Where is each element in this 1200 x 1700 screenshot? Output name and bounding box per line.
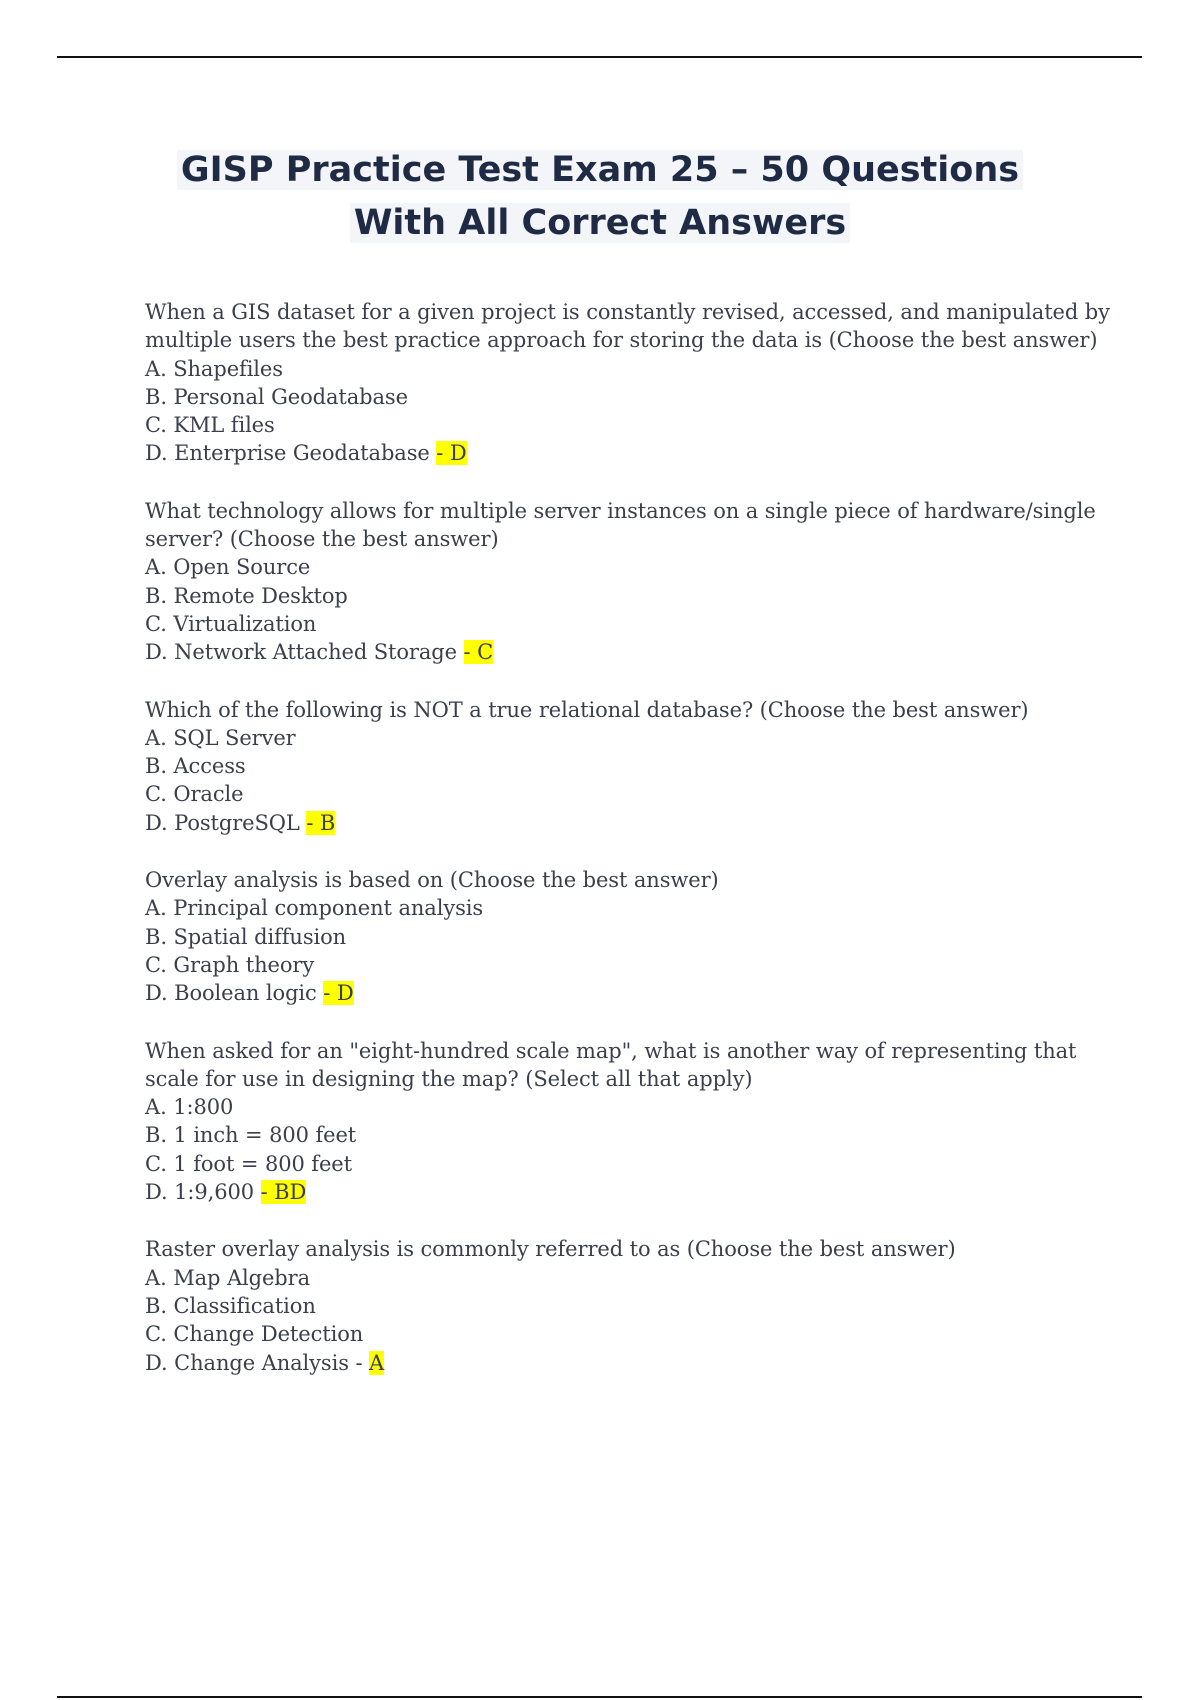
option-d-line: [145, 1349, 1075, 1377]
option-a: A. 1:800: [145, 1095, 234, 1120]
option-c: C. KML files: [145, 413, 275, 438]
option-c: C. 1 foot = 800 feet: [145, 1151, 352, 1176]
option-d-line: [145, 1178, 1075, 1206]
question-4: [145, 866, 1075, 1007]
option-d-line: [145, 809, 1075, 837]
option-b: B. Personal Geodatabase: [145, 384, 408, 409]
question-2: [145, 497, 1096, 667]
answer-highlight: - D: [436, 441, 467, 466]
option-c: C. Virtualization: [145, 611, 317, 636]
option-a: A. Shapefiles: [145, 356, 283, 381]
question-text: When asked for an "eight-hundred scale map", what is another way of representing that: [145, 1038, 1077, 1063]
question-text: multiple users the best practice approach for storing the data is (Choose the best answer): [145, 328, 1098, 353]
option-d: D. 1:9,600: [145, 1180, 261, 1205]
answer-highlight: - B: [306, 810, 336, 835]
title-line-1: GISP Practice Test Exam 25 – 50 Questions: [177, 150, 1023, 190]
option-d: D. Boolean logic: [145, 981, 324, 1006]
option-d: D. Change Analysis -: [145, 1350, 370, 1375]
option-a: A. Map Algebra: [145, 1265, 311, 1290]
question-5: [145, 1037, 1075, 1207]
question-6: [145, 1235, 1075, 1376]
option-d-line: [145, 979, 1075, 1007]
top-rule: [57, 56, 1142, 58]
question-text: scale for use in designing the map? (Select all that apply): [145, 1066, 753, 1091]
bottom-rule: [57, 1696, 1142, 1698]
question-list: [145, 298, 1110, 1406]
answer-highlight: - D: [323, 981, 354, 1006]
option-b: B. 1 inch = 800 feet: [145, 1123, 357, 1148]
question-text: Overlay analysis is based on (Choose the best answer): [145, 868, 719, 893]
option-b: B. Access: [145, 754, 246, 779]
option-c: C. Graph theory: [145, 952, 315, 977]
option-a: A. Open Source: [145, 555, 311, 580]
option-c: C. Change Detection: [145, 1322, 364, 1347]
answer-highlight: - BD: [260, 1180, 307, 1205]
option-a: A. Principal component analysis: [145, 896, 484, 921]
answer-highlight: - C: [463, 640, 494, 665]
page-title: [0, 144, 1200, 250]
option-d-line: [145, 439, 1075, 467]
option-b: B. Remote Desktop: [145, 583, 348, 608]
question-text: server? (Choose the best answer): [145, 527, 499, 552]
question-text: Raster overlay analysis is commonly referred to as (Choose the best answer): [145, 1237, 956, 1262]
question-text: What technology allows for multiple server instances on a single piece of hardware/single: [145, 498, 1096, 523]
title-line-2: With All Correct Answers: [350, 203, 850, 243]
option-d: D. PostgreSQL: [145, 810, 307, 835]
question-text: Which of the following is NOT a true relational database? (Choose the best answer): [145, 697, 1029, 722]
option-d: D. Network Attached Storage: [145, 640, 464, 665]
option-a: A. SQL Server: [145, 725, 296, 750]
option-c: C. Oracle: [145, 782, 244, 807]
option-d-line: [145, 638, 1075, 666]
option-d: D. Enterprise Geodatabase: [145, 441, 437, 466]
option-b: B. Spatial diffusion: [145, 924, 347, 949]
question-1: [145, 298, 1110, 468]
option-b: B. Classification: [145, 1293, 316, 1318]
answer-highlight: A: [369, 1350, 385, 1375]
question-text: When a GIS dataset for a given project is constantly revised, accessed, and manipulated by: [145, 300, 1110, 324]
question-3: [145, 696, 1075, 837]
